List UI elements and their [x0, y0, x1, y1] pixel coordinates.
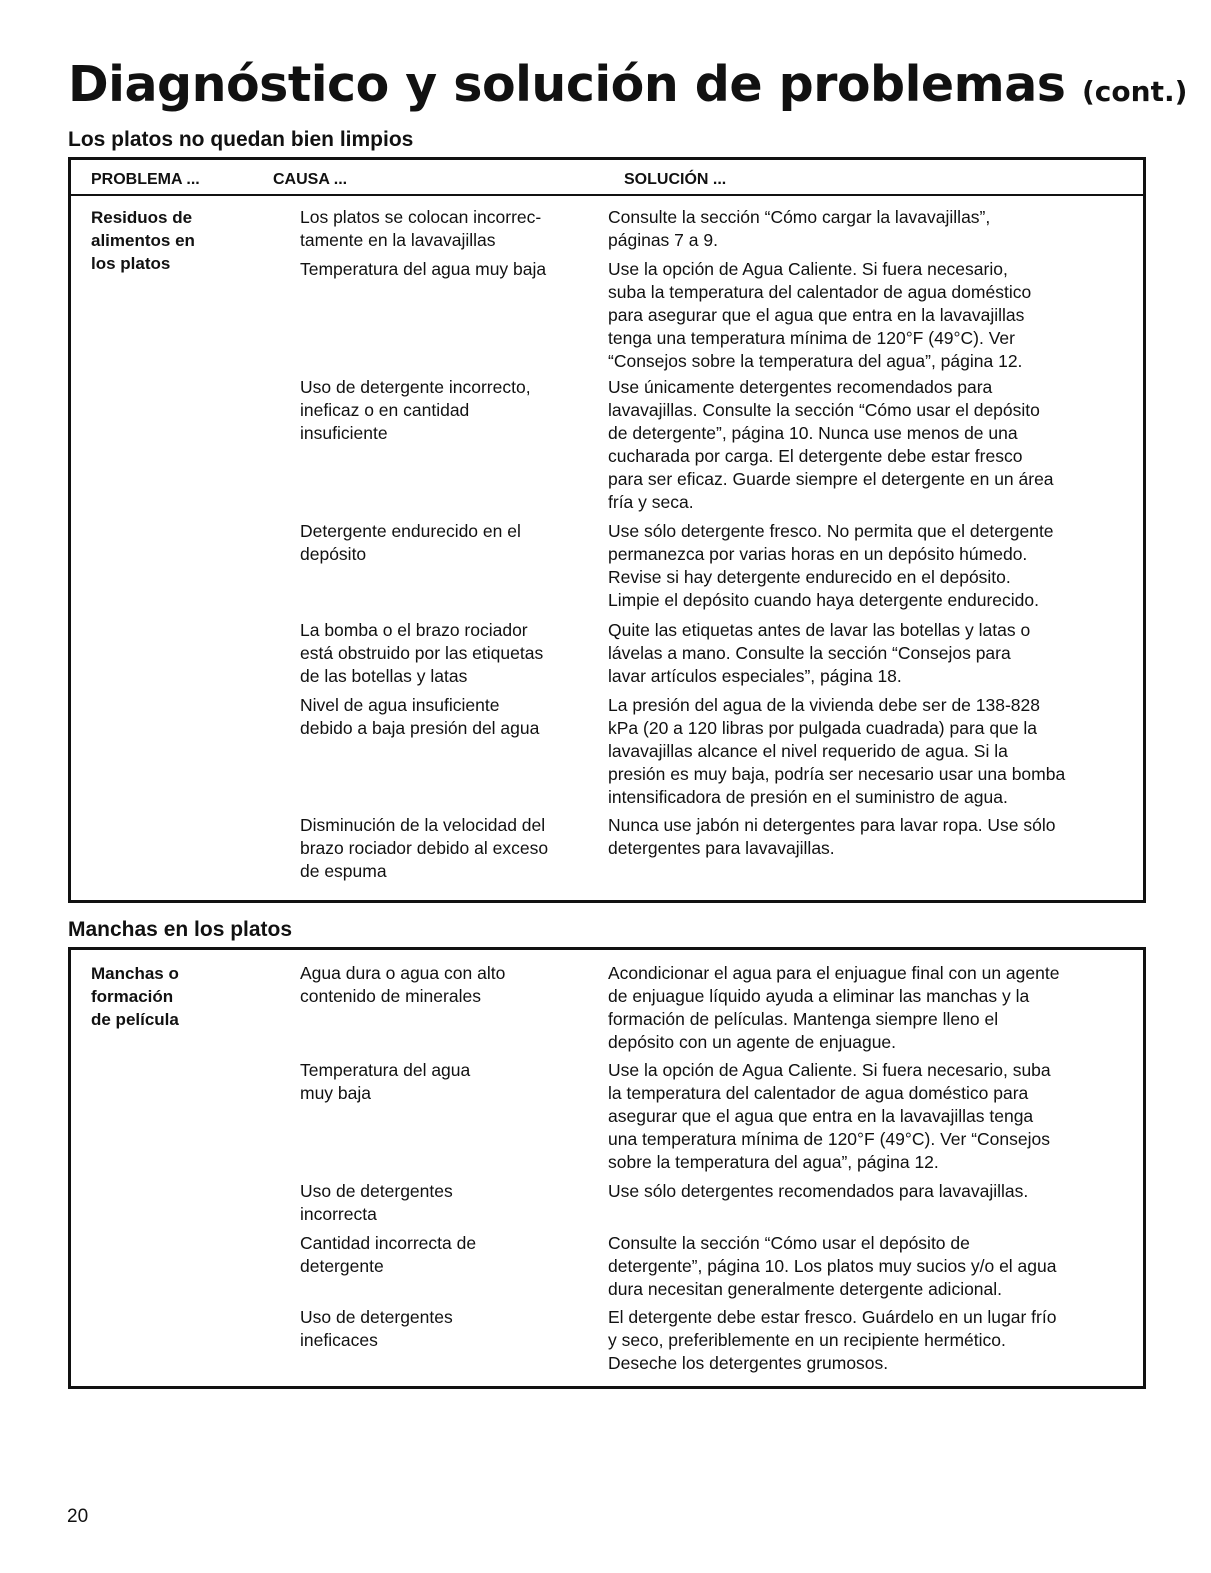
solution-line: Nunca use jabón ni detergentes para lavar ropa. Use sólo	[608, 815, 1056, 835]
cause-line: muy baja	[300, 1083, 372, 1103]
solution-cell	[608, 694, 1138, 809]
solution-line: Use sólo detergente fresco. No permita que el detergente	[608, 521, 1054, 541]
solution-line: depósito con un agente de enjuague.	[608, 1032, 897, 1052]
cause-cell	[300, 962, 600, 1008]
cause-line: debido a baja presión del agua	[300, 718, 540, 738]
solution-line: la temperatura del calentador de agua doméstico para	[608, 1083, 1029, 1103]
cause-cell	[300, 1180, 600, 1226]
solution-line: y seco, preferiblemente en un recipiente hermético.	[608, 1330, 1006, 1350]
solution-line: Consulte la sección “Cómo usar el depósito de	[608, 1233, 970, 1253]
page-number: 20	[67, 1506, 89, 1527]
problem-line: Manchas o	[91, 964, 179, 983]
problem-manchas	[91, 962, 276, 1031]
solution-line: Revise si hay detergente endurecido en el depósito.	[608, 567, 1011, 587]
problem-residuos	[91, 206, 276, 275]
cause-line: Los platos se colocan incorrec-	[300, 207, 542, 227]
solution-line: fría y seca.	[608, 492, 694, 512]
problem-line: alimentos en	[91, 231, 195, 250]
page-title-main: Diagnóstico y solución de problemas	[68, 56, 1066, 113]
solution-line: kPa (20 a 120 libras por pulgada cuadrada) para que la	[608, 718, 1038, 738]
solution-line: Use sólo detergentes recomendados para lavavajillas.	[608, 1181, 1029, 1201]
solution-cell	[608, 1232, 1138, 1301]
cause-line: depósito	[300, 544, 367, 564]
cause-line: Detergente endurecido en el	[300, 521, 521, 541]
cause-cell	[300, 376, 600, 445]
cause-line: contenido de minerales	[300, 986, 481, 1006]
solution-line: una temperatura mínima de 120°F (49°C). Ver “Consejos	[608, 1129, 1050, 1149]
solution-line: suba la temperatura del calentador de agua doméstico	[608, 282, 1032, 302]
solution-line: lávelas a mano. Consulte la sección “Consejos para	[608, 643, 1011, 663]
solution-line: Use la opción de Agua Caliente. Si fuera necesario, suba	[608, 1060, 1051, 1080]
cause-line: brazo rociador debido al exceso	[300, 838, 549, 858]
solution-line: para asegurar que el agua que entra en la lavavajillas	[608, 305, 1025, 325]
solution-line: tenga una temperatura mínima de 120°F (49°C). Ver	[608, 328, 1015, 348]
problem-line: los platos	[91, 254, 171, 273]
cause-line: incorrecta	[300, 1204, 377, 1224]
cause-line: Disminución de la velocidad del	[300, 815, 546, 835]
cause-line: Uso de detergentes	[300, 1181, 453, 1201]
page-title-suffix: (cont.)	[1082, 75, 1188, 108]
solution-line: Quite las etiquetas antes de lavar las botellas y latas o	[608, 620, 1031, 640]
cause-cell	[300, 694, 600, 740]
cause-cell	[300, 520, 600, 566]
solution-line: La presión del agua de la vivienda debe ser de 138-828	[608, 695, 1040, 715]
cause-line: ineficaz o en cantidad	[300, 400, 470, 420]
solution-line: Deseche los detergentes grumosos.	[608, 1353, 889, 1373]
troubleshooting-table-spots	[68, 947, 1146, 1389]
solution-cell	[608, 962, 1138, 1054]
cause-line: de espuma	[300, 861, 387, 881]
cause-line: ineficaces	[300, 1330, 378, 1350]
cause-cell	[300, 258, 600, 281]
cause-line: La bomba o el brazo rociador	[300, 620, 528, 640]
cause-line: insuficiente	[300, 423, 388, 443]
solution-line: Use la opción de Agua Caliente. Si fuera necesario,	[608, 259, 1008, 279]
section-heading-spots: Manchas en los platos	[68, 918, 293, 941]
cause-line: Temperatura del agua muy baja	[300, 259, 547, 279]
cause-line: Agua dura o agua con alto	[300, 963, 506, 983]
solution-line: dura necesitan generalmente detergente adicional.	[608, 1279, 1003, 1299]
solution-line: permanezca por varias horas en un depósito húmedo.	[608, 544, 1028, 564]
solution-line: presión es muy baja, podría ser necesario usar una bomba	[608, 764, 1066, 784]
cause-cell	[300, 206, 600, 252]
cause-line: Uso de detergente incorrecto,	[300, 377, 531, 397]
solution-line: detergentes para lavavajillas.	[608, 838, 835, 858]
solution-line: para ser eficaz. Guarde siempre el detergente en un área	[608, 469, 1054, 489]
problem-line: de película	[91, 1010, 179, 1029]
solution-cell	[608, 619, 1138, 688]
solution-line: sobre la temperatura del agua”, página 12.	[608, 1152, 939, 1172]
solution-line: intensificadora de presión en el suministro de agua.	[608, 787, 1008, 807]
cause-cell	[300, 1306, 600, 1352]
solution-cell	[608, 1180, 1138, 1203]
solution-line: páginas 7 a 9.	[608, 230, 718, 250]
cause-line: está obstruido por las etiquetas	[300, 643, 544, 663]
table-header-row	[71, 160, 1143, 196]
cause-line: detergente	[300, 1256, 384, 1276]
solution-line: “Consejos sobre la temperatura del agua”, página 12.	[608, 351, 1023, 371]
solution-line: El detergente debe estar fresco. Guárdelo en un lugar frío	[608, 1307, 1057, 1327]
cause-line: Temperatura del agua	[300, 1060, 471, 1080]
solution-line: lavar artículos especiales”, página 18.	[608, 666, 902, 686]
cause-cell	[300, 814, 600, 883]
header-solution: SOLUCIÓN ...	[624, 171, 727, 188]
solution-cell	[608, 814, 1138, 860]
cause-line: de las botellas y latas	[300, 666, 468, 686]
solution-line: de detergente”, página 10. Nunca use menos de una	[608, 423, 1018, 443]
solution-line: asegurar que el agua que entra en la lavavajillas tenga	[608, 1106, 1034, 1126]
troubleshooting-table-clean	[68, 157, 1146, 903]
problem-line: formación	[91, 987, 174, 1006]
page-title	[68, 56, 1187, 121]
solution-line: detergente”, página 10. Los platos muy sucios y/o el agua	[608, 1256, 1057, 1276]
solution-cell	[608, 206, 1138, 252]
solution-cell	[608, 258, 1138, 373]
cause-cell	[300, 1232, 600, 1278]
solution-line: lavavajillas. Consulte la sección “Cómo usar el depósito	[608, 400, 1040, 420]
section-heading-clean: Los platos no quedan bien limpios	[68, 128, 414, 151]
solution-line: Acondicionar el agua para el enjuague final con un agente	[608, 963, 1060, 983]
solution-cell	[608, 1059, 1138, 1174]
solution-line: lavavajillas alcance el nivel requerido de agua. Si la	[608, 741, 1008, 761]
solution-line: Use únicamente detergentes recomendados para	[608, 377, 993, 397]
header-problem: PROBLEMA ...	[91, 171, 200, 188]
solution-cell	[608, 376, 1138, 514]
solution-line: de enjuague líquido ayuda a eliminar las manchas y la	[608, 986, 1030, 1006]
cause-line: Nivel de agua insuficiente	[300, 695, 500, 715]
cause-cell	[300, 619, 600, 688]
solution-line: cucharada por carga. El detergente debe estar fresco	[608, 446, 1023, 466]
cause-cell	[300, 1059, 600, 1105]
cause-line: tamente en la lavavajillas	[300, 230, 496, 250]
header-cause: CAUSA ...	[273, 171, 348, 188]
solution-line: Limpie el depósito cuando haya detergente endurecido.	[608, 590, 1040, 610]
solution-line: Consulte la sección “Cómo cargar la lavavajillas”,	[608, 207, 991, 227]
problem-line: Residuos de	[91, 208, 193, 227]
cause-line: Uso de detergentes	[300, 1307, 453, 1327]
cause-line: Cantidad incorrecta de	[300, 1233, 477, 1253]
solution-cell	[608, 520, 1138, 612]
solution-line: formación de películas. Mantenga siempre lleno el	[608, 1009, 999, 1029]
solution-cell	[608, 1306, 1138, 1375]
